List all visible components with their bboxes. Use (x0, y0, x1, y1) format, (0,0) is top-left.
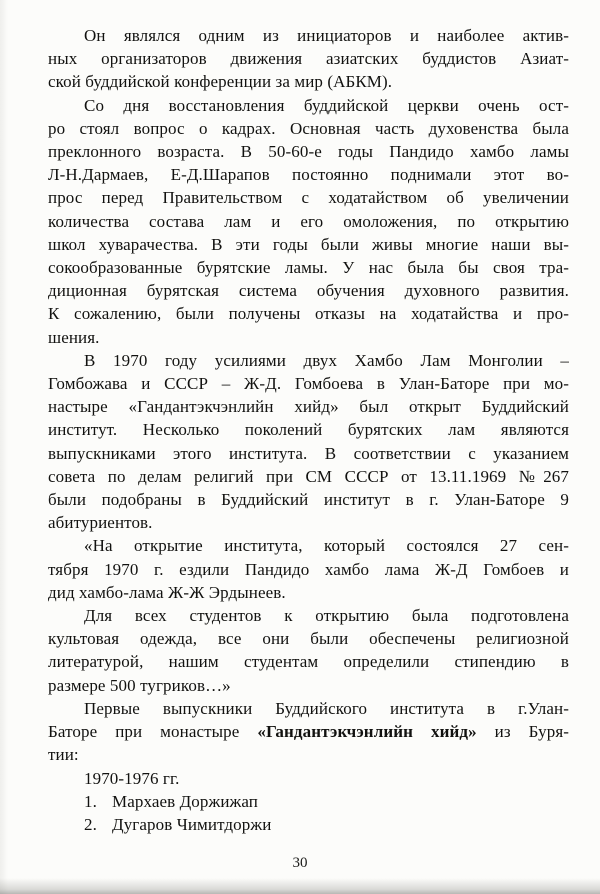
text-line: К сожалению, были получены отказы на ходатайства и про- (48, 304, 569, 324)
text-block (48, 24, 569, 836)
text-line: совета по делам религий при СМ СССР от 13.11.1969 №267 (48, 466, 569, 486)
text-line: ных организаторов движения азиатских буддистов Азиат- (48, 49, 569, 69)
text-line: количества состава лам и его омоложения, по открытию (48, 211, 569, 231)
text-line: прос перед Правительством с ходатайством об увеличении (48, 188, 569, 208)
list-item-number: 1. (84, 791, 97, 811)
text-line: Л-Н.Дармаев, Е-Д.Шарапов постоянно поднимали этот во- (48, 165, 569, 185)
text-segment: из Буря- (476, 722, 569, 742)
text-line: В 1970 году усилиями двух Хамбо Лам Монголии – (84, 350, 569, 370)
text-line: ской буддийской конференции за мир (АБКМ). (48, 72, 393, 92)
text-line: Первые выпускники Буддийского института в г.Улан- (84, 698, 569, 718)
text-line: «На открытие института, который состоялся 27 сен- (84, 536, 569, 556)
text-line: выпускниками этого института. В соответствии с указанием (48, 443, 569, 463)
text-line: ро стоял вопрос о кадрах. Основная часть духовенства была (48, 118, 569, 138)
text-segment: Баторе при монастыре (48, 722, 258, 742)
text-line: диционная бурятская система обучения духовного развития. (48, 281, 569, 301)
list-item-name: Мархаев Доржижап (112, 791, 259, 811)
paragraph (48, 697, 569, 767)
roster-period: 1970-1976 гг. (84, 768, 180, 788)
paragraph (48, 534, 569, 604)
text-line: размере 500 тугриков…» (48, 675, 231, 695)
graduates-list (48, 767, 569, 837)
list-item (48, 813, 569, 836)
page-number: 30 (292, 855, 308, 871)
text-line: преклонного возраста. В 50-60-е годы Пандидо хамбо ламы (48, 142, 569, 162)
paragraph (48, 94, 569, 349)
text-line: дид хамбо-лама Ж-Ж Эрдынеев. (48, 582, 286, 602)
text-line: тября 1970 г. ездили Пандидо хамбо лама Ж-Д Гомбоев и (48, 559, 569, 579)
list-item-name: Дугаров Чимитдоржи (112, 814, 272, 834)
paragraph (48, 24, 569, 94)
monastery-name-bold: «Гандантэкчэнлийн хийд» (257, 722, 477, 742)
list-item-number: 2. (84, 814, 97, 834)
text-line: культовая одежда, все они были обеспечены религиозной (48, 629, 569, 649)
text-line: Для всех студентов к открытию была подготовлена (84, 606, 569, 626)
text-line: Со дня восстановления буддийской церкви очень ост- (84, 95, 569, 115)
text-line: настыре «Гандантэкчэнлийн хийд» был открыт Буддийский (48, 397, 569, 417)
text-line: были подобраны в Буддийский институт в г. Улан-Баторе 9 (48, 490, 569, 510)
paragraph (48, 604, 569, 697)
text-line (48, 720, 569, 743)
scan-bottom-shadow (0, 878, 600, 894)
text-line: шения. (48, 327, 100, 347)
list-item (48, 790, 569, 813)
text-line: сокообразованные бурятские ламы. У нас была бы своя тра- (48, 258, 569, 278)
text-line: школ хуварачества. В эти годы были живы многие наши вы- (48, 234, 569, 254)
text-line: литературой, нашим студентам определили стипендию в (48, 652, 569, 672)
text-line: Он являлся одним из инициаторов и наиболее актив- (84, 26, 569, 45)
text-line: Гомбожава и СССР – Ж-Д. Гомбоева в Улан-Баторе при мо- (48, 374, 569, 394)
text-line: институт. Несколько поколений бурятских лам являются (48, 420, 569, 440)
text-line: тии: (48, 745, 79, 765)
scan-left-edge-shade (0, 0, 8, 894)
text-line: абитуриентов. (48, 513, 153, 533)
paragraph (48, 349, 569, 535)
